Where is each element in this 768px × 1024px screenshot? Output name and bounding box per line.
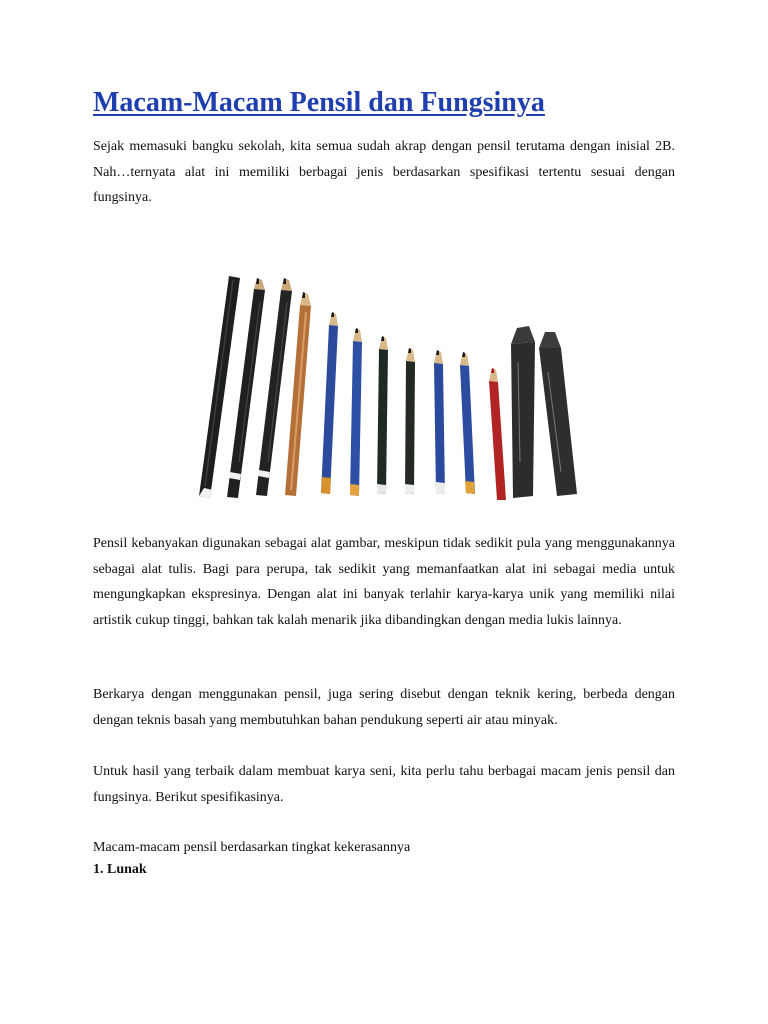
graphite-stick-2 <box>539 332 577 496</box>
graphite-stick-1 <box>511 326 535 498</box>
pencil-black-4 <box>377 336 388 494</box>
paragraph-best-results: Untuk hasil yang terbaik dalam membuat karya seni, kita perlu tahu berbagai macam jenis pensil dan fungsinya. Berikut spesifikasinya. <box>93 764 675 805</box>
pencil-red <box>489 368 506 500</box>
intro-paragraph: Sejak memasuki bangku sekolah, kita semua sudah akrap dengan pensil terutama dengan inisial 2B. Nah…ternyata alat ini memiliki berbagai jenis berdasarkan spesifikasi tertentu sesuai dengan fungsinya. <box>93 139 675 205</box>
pencil-blue-3 <box>434 350 445 494</box>
pencils-illustration <box>193 262 583 504</box>
paragraph-usage: Pensil kebanyakan digunakan sebagai alat gambar, meskipun tidak sedikit pula yang menggunakannya sebagai alat tulis. Bagi para perupa, tak sedikit yang memanfaatkan alat ini sebagai media untuk mengungkapkan ekspresinya. Dengan alat ini banyak terlahir karya-karya unik yang memiliki nilai artistik cukup tinggi, bahkan tak kalah menarik jika dibandingkan dengan media lukis lainnya. <box>93 536 675 628</box>
pencil-blue-2 <box>350 328 362 496</box>
pencil-blue-4 <box>460 352 475 494</box>
paragraph-dry-technique: Berkarya dengan menggunakan pensil, juga sering disebut dengan teknik kering, berbeda dengan dengan teknis basah yang membutuhkan bahan pendukung seperti air atau minyak. <box>93 687 675 728</box>
paragraph-hardness-types: Macam-macam pensil berdasarkan tingkat kekerasannya <box>93 840 411 855</box>
pencil-black-5 <box>405 348 415 494</box>
pencil-brown <box>285 292 311 496</box>
section-heading-soft: 1. Lunak <box>93 862 147 877</box>
pencil-blue-1 <box>321 312 338 494</box>
article-title: Macam-Macam Pensil dan Fungsinya <box>93 87 545 118</box>
